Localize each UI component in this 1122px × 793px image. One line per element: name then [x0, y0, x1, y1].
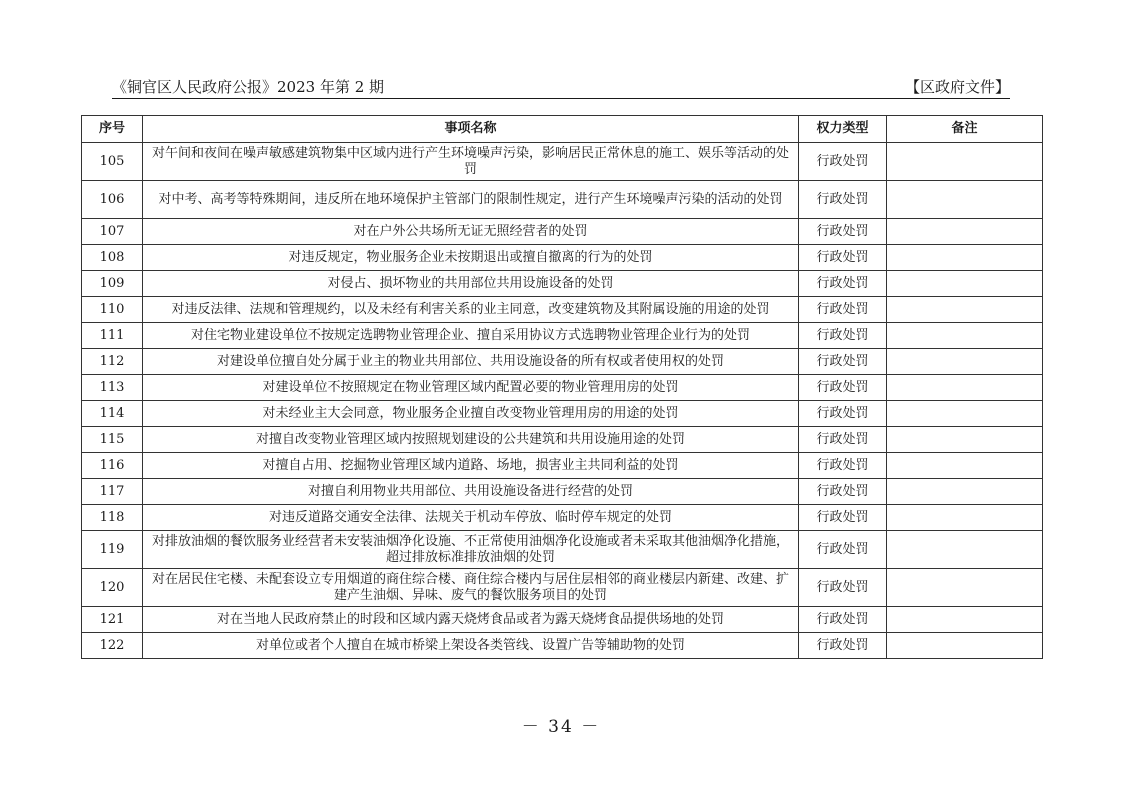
table-row	[82, 245, 1043, 271]
table-row	[82, 479, 1043, 505]
matter-name: 对在当地人民政府禁止的时段和区域内露天烧烤食品或者为露天烧烤食品提供场地的处罚	[143, 607, 799, 633]
matter-name: 对擅自利用物业共用部位、共用设施设备进行经营的处罚	[143, 479, 799, 505]
table-row	[82, 181, 1043, 219]
table-row	[82, 323, 1043, 349]
table-row	[82, 427, 1043, 453]
power-type: 行政处罚	[799, 245, 887, 271]
power-type: 行政处罚	[799, 323, 887, 349]
remarks	[887, 219, 1043, 245]
power-type: 行政处罚	[799, 375, 887, 401]
row-number: 107	[82, 219, 143, 245]
matter-name: 对在户外公共场所无证无照经营者的处罚	[143, 219, 799, 245]
power-type: 行政处罚	[799, 479, 887, 505]
column-header-name: 事项名称	[143, 116, 799, 143]
matter-name: 对排放油烟的餐饮服务业经营者未安装油烟净化设施、不正常使用油烟净化设施或者未采取其他油烟净化措施，超过排放标准排放油烟的处罚	[143, 531, 799, 569]
power-type: 行政处罚	[799, 427, 887, 453]
power-type: 行政处罚	[799, 531, 887, 569]
table-row	[82, 271, 1043, 297]
remarks	[887, 143, 1043, 181]
row-number: 117	[82, 479, 143, 505]
power-type: 行政处罚	[799, 181, 887, 219]
table-body	[82, 143, 1043, 659]
remarks	[887, 297, 1043, 323]
matter-name: 对中考、高考等特殊期间，违反所在地环境保护主管部门的限制性规定，进行产生环境噪声污染的活动的处罚	[143, 181, 799, 219]
table-row	[82, 297, 1043, 323]
row-number: 115	[82, 427, 143, 453]
table-row	[82, 349, 1043, 375]
row-number: 112	[82, 349, 143, 375]
matter-name: 对违反法律、法规和管理规约，以及未经有利害关系的业主同意，改变建筑物及其附属设施的用途的处罚	[143, 297, 799, 323]
matter-name: 对午间和夜间在噪声敏感建筑物集中区域内进行产生环境噪声污染，影响居民正常休息的施工、娱乐等活动的处罚	[143, 143, 799, 181]
row-number: 113	[82, 375, 143, 401]
matter-name: 对建设单位不按照规定在物业管理区域内配置必要的物业管理用房的处罚	[143, 375, 799, 401]
remarks	[887, 181, 1043, 219]
remarks	[887, 271, 1043, 297]
column-header-no: 序号	[82, 116, 143, 143]
power-type: 行政处罚	[799, 271, 887, 297]
matter-name: 对住宅物业建设单位不按规定选聘物业管理企业、擅自采用协议方式选聘物业管理企业行为的处罚	[143, 323, 799, 349]
row-number: 116	[82, 453, 143, 479]
column-header-type: 权力类型	[799, 116, 887, 143]
matter-name: 对单位或者个人擅自在城市桥梁上架设各类管线、设置广告等辅助物的处罚	[143, 633, 799, 659]
table-row	[82, 633, 1043, 659]
table-row	[82, 219, 1043, 245]
remarks	[887, 349, 1043, 375]
power-type: 行政处罚	[799, 219, 887, 245]
remarks	[887, 401, 1043, 427]
page-header	[112, 76, 1010, 98]
power-type: 行政处罚	[799, 401, 887, 427]
table-row	[82, 375, 1043, 401]
remarks	[887, 633, 1043, 659]
table-header-row	[82, 116, 1043, 143]
column-header-note: 备注	[887, 116, 1043, 143]
row-number: 105	[82, 143, 143, 181]
table-row	[82, 401, 1043, 427]
power-type: 行政处罚	[799, 349, 887, 375]
matter-name: 对擅自占用、挖掘物业管理区域内道路、场地，损害业主共同利益的处罚	[143, 453, 799, 479]
header-divider	[112, 98, 1010, 99]
remarks	[887, 531, 1043, 569]
row-number: 121	[82, 607, 143, 633]
row-number: 106	[82, 181, 143, 219]
matter-name: 对违反道路交通安全法律、法规关于机动车停放、临时停车规定的处罚	[143, 505, 799, 531]
remarks	[887, 569, 1043, 607]
matter-name: 对建设单位擅自处分属于业主的物业共用部位、共用设施设备的所有权或者使用权的处罚	[143, 349, 799, 375]
table-row	[82, 453, 1043, 479]
remarks	[887, 479, 1043, 505]
power-type: 行政处罚	[799, 569, 887, 607]
row-number: 119	[82, 531, 143, 569]
remarks	[887, 375, 1043, 401]
remarks	[887, 505, 1043, 531]
matter-name: 对违反规定，物业服务企业未按期退出或擅自撤离的行为的处罚	[143, 245, 799, 271]
section-label: 【区政府文件】	[904, 78, 1010, 96]
gazette-title: 《铜官区人民政府公报》2023 年第 2 期	[112, 78, 385, 96]
row-number: 108	[82, 245, 143, 271]
row-number: 109	[82, 271, 143, 297]
row-number: 110	[82, 297, 143, 323]
power-type: 行政处罚	[799, 453, 887, 479]
table-row	[82, 531, 1043, 569]
power-type: 行政处罚	[799, 505, 887, 531]
table-row	[82, 569, 1043, 607]
page-number: － 34 －	[521, 717, 601, 737]
power-type: 行政处罚	[799, 607, 887, 633]
row-number: 120	[82, 569, 143, 607]
matter-name: 对未经业主大会同意，物业服务企业擅自改变物业管理用房的用途的处罚	[143, 401, 799, 427]
remarks	[887, 427, 1043, 453]
remarks	[887, 245, 1043, 271]
row-number: 114	[82, 401, 143, 427]
matter-name: 对在居民住宅楼、未配套设立专用烟道的商住综合楼、商住综合楼内与居住层相邻的商业楼层内新建、改建、扩建产生油烟、异味、废气的餐饮服务项目的处罚	[143, 569, 799, 607]
row-number: 118	[82, 505, 143, 531]
table-row	[82, 505, 1043, 531]
matter-name: 对擅自改变物业管理区域内按照规划建设的公共建筑和共用设施用途的处罚	[143, 427, 799, 453]
row-number: 122	[82, 633, 143, 659]
remarks	[887, 607, 1043, 633]
power-type: 行政处罚	[799, 297, 887, 323]
table-row	[82, 143, 1043, 181]
remarks	[887, 323, 1043, 349]
matters-table	[81, 115, 1043, 659]
row-number: 111	[82, 323, 143, 349]
power-type: 行政处罚	[799, 143, 887, 181]
table-row	[82, 607, 1043, 633]
matter-name: 对侵占、损坏物业的共用部位共用设施设备的处罚	[143, 271, 799, 297]
remarks	[887, 453, 1043, 479]
power-type: 行政处罚	[799, 633, 887, 659]
